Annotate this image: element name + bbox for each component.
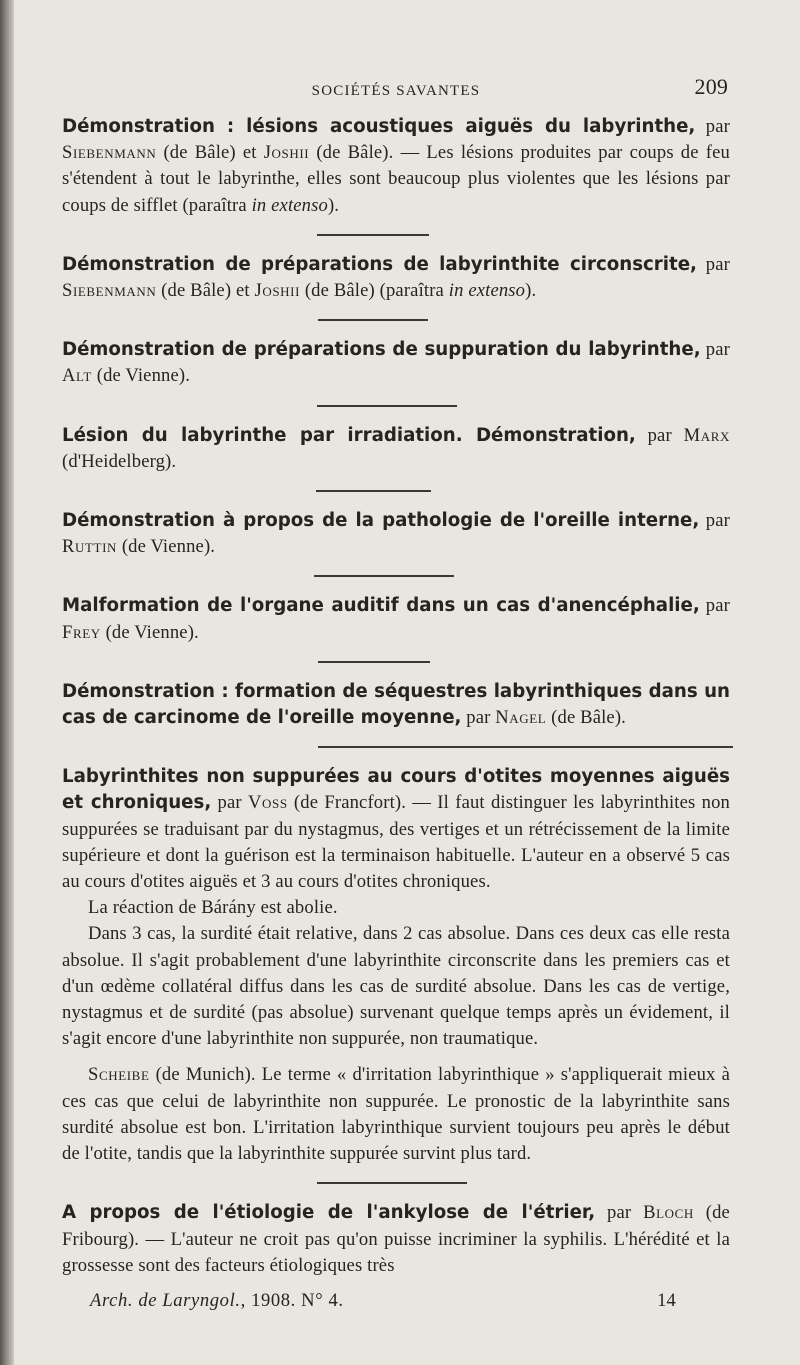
- section-divider: [317, 405, 457, 407]
- author-place: (de Vienne).: [105, 621, 199, 643]
- journal-name: Arch. de Laryngol.,: [90, 1290, 246, 1311]
- author-name: Marx: [683, 424, 730, 446]
- entry-title: Démonstration à propos de la pathologie de l'oreille interne,: [62, 510, 700, 532]
- book-binding-edge: [0, 0, 14, 1365]
- section-divider: [317, 1182, 467, 1184]
- author-name: Voss: [247, 792, 288, 814]
- entry-text: — Les lésions produites par coups de feu s'étendent à tout le labyrinthe, elles sont beaucoup plus violentes que les lésions par coups de sifflet (paraîtra: [62, 142, 730, 216]
- paragraph-discussion: [62, 1062, 730, 1167]
- author-place: (de Bâle).: [316, 142, 394, 164]
- entry-non-suppurative-labyrinthitis: [62, 764, 730, 895]
- author-name: Siebenmann: [62, 280, 157, 302]
- entry-italic: in extenso: [448, 280, 526, 302]
- discussant-name: Scheibe: [88, 1064, 150, 1086]
- entry-title: A propos de l'étiologie de l'ankylose de l'étrier,: [62, 1202, 596, 1224]
- entry-title: Démonstration : lésions acoustiques aiguës du labyrinthe,: [62, 116, 696, 137]
- footer-journal: [90, 1288, 344, 1314]
- author-name: Siebenmann: [62, 142, 157, 164]
- author-place: (de Bâle).: [551, 707, 626, 729]
- discussion-text: (de Munich). Le terme « d'irritation labyrinthique » s'appliquerait mieux à ces cas que celui de labyrinthite non suppurée. Le pronostic de la labyrinthite sans surdité absolue est bon. L'irritation labyrinthique survient toujours peu après le début de l'otite, tandis que la labyrinthite suppurée survint plus tard.: [62, 1064, 730, 1165]
- entry-sequestra: [62, 679, 730, 731]
- page-footer: [62, 1288, 730, 1316]
- author-name: Joshii: [254, 280, 301, 302]
- page-content: [62, 74, 730, 1311]
- entry-by: par: [705, 253, 730, 275]
- entry-by: par: [705, 116, 730, 137]
- page-number: 209: [694, 74, 728, 99]
- entry-by: par: [607, 1202, 632, 1224]
- author-place: (de Bâle) (paraîtra: [304, 280, 444, 302]
- entry-after: ).: [327, 194, 340, 216]
- author-name: Joshii: [263, 142, 310, 164]
- entry-by: par: [705, 339, 730, 361]
- entry-by: par: [217, 792, 242, 814]
- entry-after: ).: [525, 280, 537, 302]
- author-place: (de Vienne).: [96, 365, 191, 387]
- entry-stapes-ankylosis: [62, 1200, 730, 1279]
- author-name: Frey: [62, 621, 101, 643]
- paragraph-barany: La réaction de Bárány est abolie.: [88, 897, 338, 919]
- author-place: (de Fribourg).: [62, 1202, 730, 1250]
- entry-by: par: [705, 595, 730, 617]
- journal-issue: 1908. N° 4.: [251, 1290, 344, 1311]
- section-divider: [317, 234, 429, 236]
- section-divider: [318, 319, 428, 321]
- author-name: Ruttin: [62, 536, 117, 558]
- author-place: (de Francfort).: [293, 792, 407, 814]
- section-divider: [316, 490, 431, 492]
- entry-suppuration: [62, 337, 730, 389]
- entry-title: Démonstration de préparations de suppuration du labyrinthe,: [62, 339, 701, 361]
- entry-by: par: [647, 424, 672, 446]
- section-divider: [314, 575, 454, 577]
- section-divider: [318, 661, 430, 663]
- section-divider: [318, 746, 733, 748]
- entry-title: Labyrinthites non suppurées au cours d'otites moyennes aiguës et chroniques,: [62, 766, 730, 814]
- paragraph-deafness: Dans 3 cas, la surdité était relative, dans 2 cas absolue. Dans ces deux cas elle resta absolue. Il s'agit probablement d'une labyrinthite circonscrite dans les premiers cas et d'un œdème collatéral diffus dans les cas de surdité absolue. Dans les cas de vertige, nystagmus et de surdité (pas absolue) survenant quelque temps après un évidement, il s'agit encore d'une labyrinthite non suppurée, non traumatique.: [62, 923, 730, 1050]
- author-place: (de Bâle) et: [161, 280, 250, 302]
- entry-by: par: [466, 707, 491, 729]
- entry-italic: in extenso: [251, 194, 328, 216]
- entry-inner-ear-pathology: [62, 508, 730, 560]
- signature-mark: 14: [657, 1290, 676, 1311]
- entry-text: — Il faut distinguer les labyrinthites non suppurées se traduisant par du nystagmus, des vertiges et un rétrécissement de la limite supérieure et dont la guérison est la terminaison habituelle. L'auteur en a observé 5 cas au cours d'otites aiguës et 3 au cours d'otites chroniques.: [62, 792, 730, 893]
- entry-text: — L'auteur ne croit pas qu'on puisse incriminer la syphilis. L'hérédité et la grossesse sont des facteurs étiologiques très: [62, 1228, 730, 1276]
- running-title: SOCIÉTÉS SAVANTES: [311, 83, 481, 99]
- author-place: (d'Heidelberg).: [62, 450, 177, 472]
- author-place: (de Bâle) et: [163, 142, 257, 164]
- entry-title: Malformation de l'organe auditif dans un cas d'anencéphalie,: [62, 595, 700, 617]
- author-name: Nagel: [495, 707, 547, 729]
- author-name: Bloch: [643, 1202, 694, 1224]
- author-place: (de Vienne).: [121, 536, 216, 558]
- entry-anencephaly: [62, 593, 730, 645]
- entry-circumscribed-labyrinthitis: [62, 252, 730, 304]
- entry-irradiation: [62, 423, 730, 475]
- entry-by: par: [705, 510, 730, 532]
- entry-acoustic-lesions: [62, 114, 730, 219]
- entry-title: Lésion du labyrinthe par irradiation. Démonstration,: [62, 424, 636, 446]
- author-name: Alt: [62, 365, 92, 387]
- entry-title: Démonstration de préparations de labyrinthite circonscrite,: [62, 253, 697, 275]
- entry-title: Démonstration : formation de séquestres labyrinthiques dans un cas de carcinome de l'oreille moyenne,: [62, 680, 730, 729]
- running-header: [62, 74, 730, 106]
